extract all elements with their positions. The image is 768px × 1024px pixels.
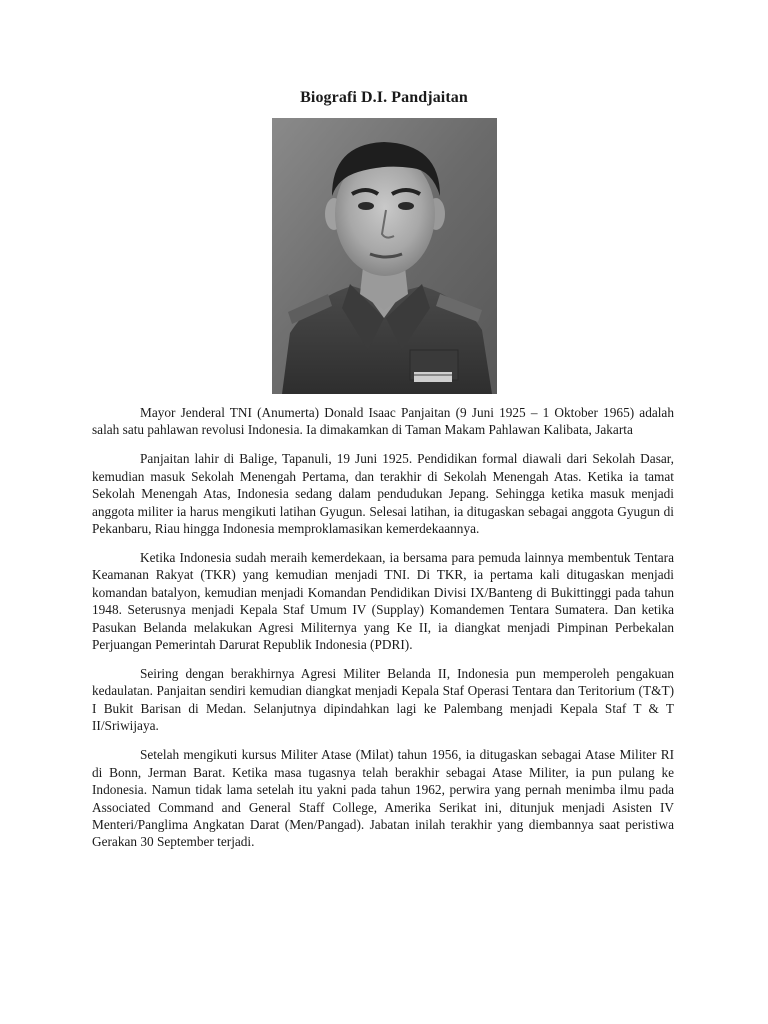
paragraph: Mayor Jenderal TNI (Anumerta) Donald Isaac Panjaitan (9 Juni 1925 – 1 Oktober 1965) adalah salah satu pahlawan revolusi Indonesia. Ia dimakamkan di Taman Makam Pahlawan Kalibata, Jakarta	[92, 405, 674, 438]
biography-text	[92, 404, 674, 862]
portrait-icon	[272, 118, 497, 394]
paragraph: Seiring dengan berakhirnya Agresi Militer Belanda II, Indonesia pun memperoleh pengakuan kedaulatan. Panjaitan sendiri kemudian diangkat menjadi Kepala Staf Operasi Tentara dan Teritorium (T&T) I Bukit Barisan di Medan. Selanjutnya dipindahkan lagi ke Palembang menjadi Kepala Staf T & T II/Sriwijaya.	[92, 666, 674, 734]
paragraph: Panjaitan lahir di Balige, Tapanuli, 19 Juni 1925. Pendidikan formal diawali dari Sekolah Dasar, kemudian masuk Sekolah Menengah Pertama, dan terakhir di Sekolah Menengah Atas. Ketika ia tamat Sekolah Menengah Atas, Indonesia sedang dalam pendudukan Jepang. Sehingga ketika masuk menjadi anggota militer ia harus mengikuti latihan Gyugun. Selesai latihan, ia ditugaskan sebagai anggota Gyugun di Pekanbaru, Riau hingga Indonesia memproklamasikan kemerdekaannya.	[92, 451, 674, 537]
paragraph: Setelah mengikuti kursus Militer Atase (Milat) tahun 1956, ia ditugaskan sebagai Atase Militer RI di Bonn, Jerman Barat. Ketika masa tugasnya telah berakhir sebagai Atase Militer, ia pun pulang ke Indonesia. Namun tidak lama setelah itu yakni pada tahun 1962, perwira yang pernah menimba ilmu pada Associated Command and General Staff College, Amerika Serikat ini, ditunjuk menjadi Asisten IV Menteri/Panglima Angkatan Darat (Men/Pangad). Jabatan inilah terakhir yang diembannya saat peristiwa Gerakan 30 September terjadi.	[92, 747, 674, 850]
portrait-photo	[272, 118, 497, 394]
paragraph: Ketika Indonesia sudah meraih kemerdekaan, ia bersama para pemuda lainnya membentuk Tentara Keamanan Rakyat (TKR) yang kemudian menjadi TNI. Di TKR, ia pertama kali ditugaskan menjadi komandan batalyon, kemudian menjadi Komandan Pendidikan Divisi IX/Banteng di Bukittinggi pada tahun 1948. Seterusnya menjadi Kepala Staf Umum IV (Supplay) Komandemen Tentara Sumatera. Dan ketika Pasukan Belanda melakukan Agresi Militernya yang Ke II, ia diangkat menjadi Pimpinan Perbekalan Perjuangan Pemerintah Darurat Republik Indonesia (PDRI).	[92, 550, 674, 653]
document-title: Biografi D.I. Pandjaitan	[300, 89, 468, 106]
